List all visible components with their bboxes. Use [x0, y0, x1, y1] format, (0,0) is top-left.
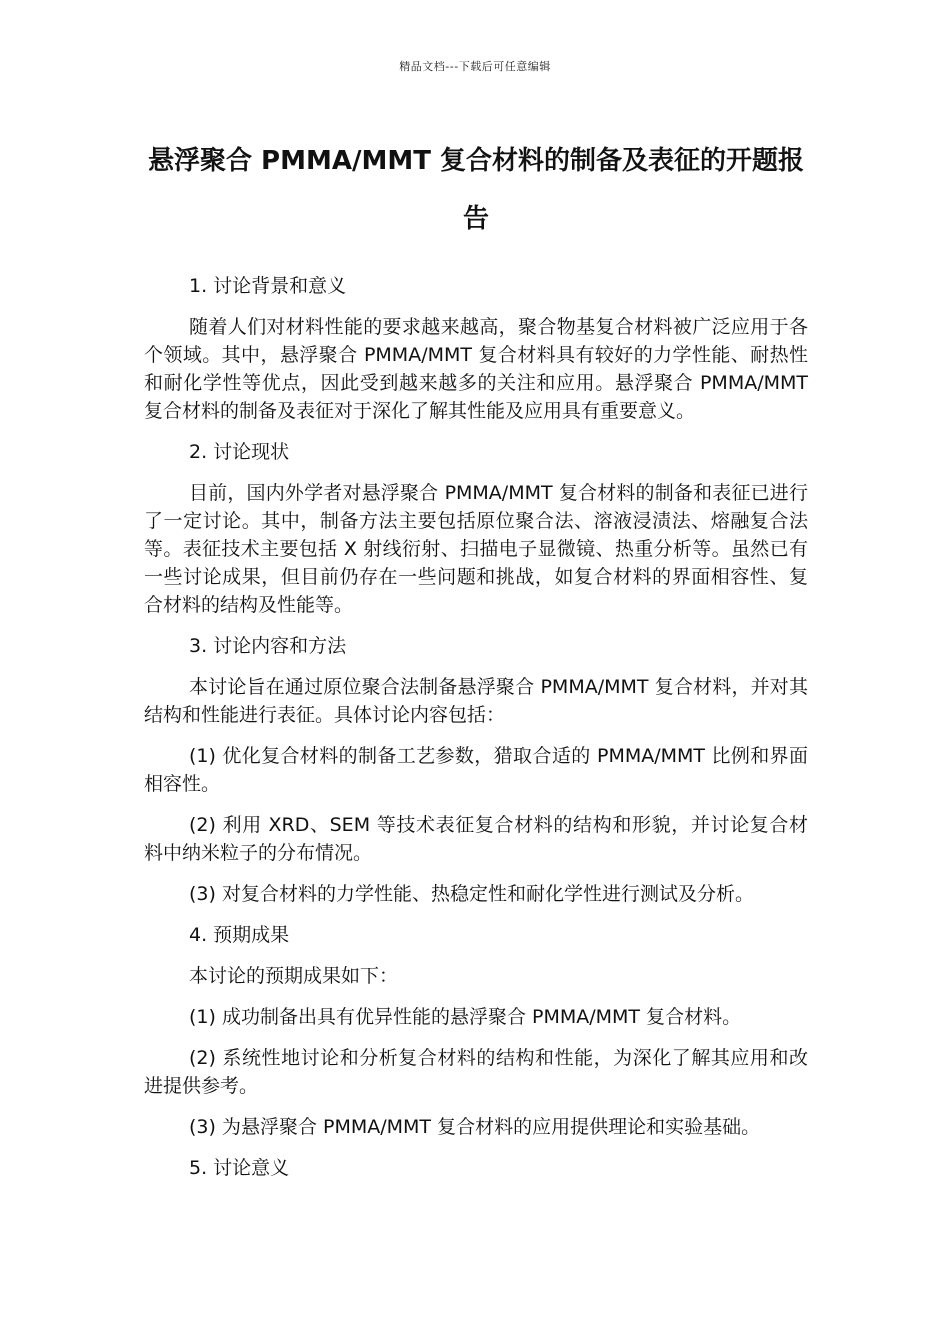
section-heading-background: 1. 讨论背景和意义	[189, 275, 347, 297]
header-note: 精品文档---下载后可任意编辑	[399, 60, 551, 73]
section-heading-significance: 5. 讨论意义	[189, 1157, 290, 1179]
list-item-result-1: (1) 成功制备出具有优异性能的悬浮聚合 PMMA/MMT 复合材料。	[189, 1006, 742, 1028]
list-item-result-2: (2) 系统性地讨论和分析复合材料的结构和性能，为深化了解其应用和改进提供参考。	[144, 1047, 808, 1097]
paragraph-status: 目前，国内外学者对悬浮聚合 PMMA/MMT 复合材料的制备和表征已进行了一定讨论。其中，制备方法主要包括原位聚合法、溶液浸渍法、熔融复合法等。表征技术主要包括 X 射线衍射、扫描电子显微镜、热重分析等。虽然已有一些讨论成果，但目前仍存在一些问题和挑战，如复合材料的界面相容性、复合材料的结构及性能等。	[144, 482, 808, 616]
paragraph-results-intro: 本讨论的预期成果如下：	[189, 965, 399, 987]
section-heading-expected-results: 4. 预期成果	[189, 924, 290, 946]
section-heading-status: 2. 讨论现状	[189, 441, 290, 463]
list-item-content-3: (3) 对复合材料的力学性能、热稳定性和耐化学性进行测试及分析。	[189, 883, 754, 905]
section-heading-content-method: 3. 讨论内容和方法	[189, 635, 347, 657]
paragraph-background: 随着人们对材料性能的要求越来越高，聚合物基复合材料被广泛应用于各个领域。其中，悬浮聚合 PMMA/MMT 复合材料具有较好的力学性能、耐热性和耐化学性等优点，因此受到越来越多的关注和应用。悬浮聚合 PMMA/MMT 复合材料的制备及表征对于深化了解其性能及应用具有重要意义。	[144, 316, 808, 422]
list-item-content-2: (2) 利用 XRD、SEM 等技术表征复合材料的结构和形貌，并讨论复合材料中纳米粒子的分布情况。	[144, 814, 808, 864]
list-item-result-3: (3) 为悬浮聚合 PMMA/MMT 复合材料的应用提供理论和实验基础。	[189, 1116, 761, 1138]
document-title: 悬浮聚合 PMMA/MMT 复合材料的制备及表征的开题报告	[147, 146, 804, 234]
document-body	[144, 272, 808, 1195]
list-item-content-1: (1) 优化复合材料的制备工艺参数，猎取合适的 PMMA/MMT 比例和界面相容性。	[144, 745, 808, 795]
paragraph-content-intro: 本讨论旨在通过原位聚合法制备悬浮聚合 PMMA/MMT 复合材料，并对其结构和性能进行表征。具体讨论内容包括：	[144, 676, 808, 726]
